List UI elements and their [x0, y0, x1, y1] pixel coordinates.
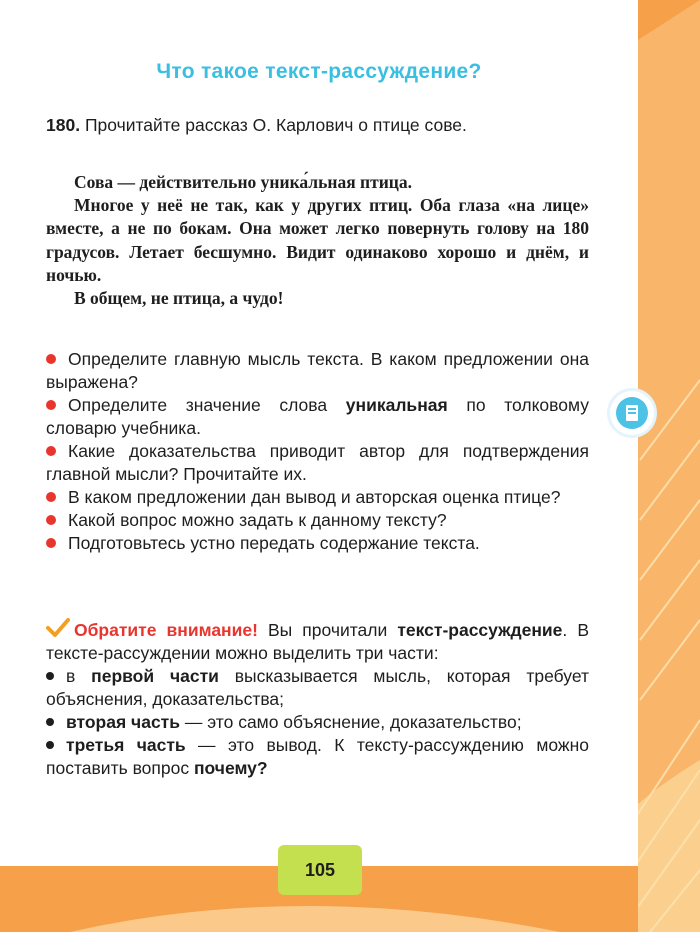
bullet-icon: [46, 672, 54, 680]
story-paragraph-2: Многое у неё не так, как у других птиц. Оба глаза «на лице» вместе, а не по бокам. Она может легко повернуть голову на 180 градусов. Летает бесшумно. Видит одинаково хорошо и днём, и ночью.: [46, 195, 589, 285]
list-item: Определите главную мысль текста. В каком предложении она выражена?: [46, 349, 589, 392]
bullet-icon: [46, 492, 56, 502]
exercise-prompt: [46, 114, 589, 137]
list-item: В каком предложении дан вывод и авторская оценка птице?: [46, 486, 589, 509]
exercise-number: 180.: [46, 115, 81, 135]
list-item: в первой части высказывается мысль, которая требует объяснения, доказательства;: [46, 666, 589, 709]
note-label: Обратите внимание!: [74, 620, 258, 640]
checkmark-icon: [46, 618, 70, 638]
list-item: Определите значение слова уникальная по толковому словарю учебника.: [46, 395, 589, 438]
dictionary-icon[interactable]: [610, 391, 654, 435]
story-paragraph-1: Сова — действительно уника́льная птица.: [74, 172, 413, 192]
bullet-icon: [46, 354, 56, 364]
list-item: третья часть — это вывод. К тексту-рассуждению можно поставить вопрос почему?: [46, 735, 589, 778]
story-paragraph-3: В общем, не птица, а чудо!: [74, 288, 284, 309]
page-number: 105: [278, 845, 362, 895]
bullet-icon: [46, 446, 56, 456]
bullet-icon: [46, 718, 54, 726]
bullet-icon: [46, 741, 54, 749]
list-item: Подготовьтесь устно передать содержание текста.: [46, 532, 589, 555]
bullet-icon: [46, 515, 56, 525]
exercise-text: Прочитайте рассказ О. Карлович о птице сове.: [84, 115, 467, 135]
list-item: Какой вопрос можно задать к данному тексту?: [46, 509, 589, 532]
list-item: Какие доказательства приводит автор для подтверждения главной мысли? Прочитайте их.: [46, 441, 589, 484]
attention-note: Обратите внимание! Вы прочитали текст-рассуждение. В тексте-рассуждении можно выделить три части: в первой части высказывается мысль, которая требует объяснения, доказательства; вторая часть — это само объяснение, доказательство; третья часть — это вывод. К тексту-рассуждению можно поставить вопрос почему?: [46, 620, 589, 778]
bullet-icon: [46, 538, 56, 548]
bullet-icon: [46, 400, 56, 410]
list-item: вторая часть — это само объяснение, доказательство;: [46, 711, 589, 734]
task-list: [46, 348, 589, 555]
story-text: [46, 171, 589, 310]
page-title: Что такое текст-рассуждение?: [156, 60, 482, 83]
